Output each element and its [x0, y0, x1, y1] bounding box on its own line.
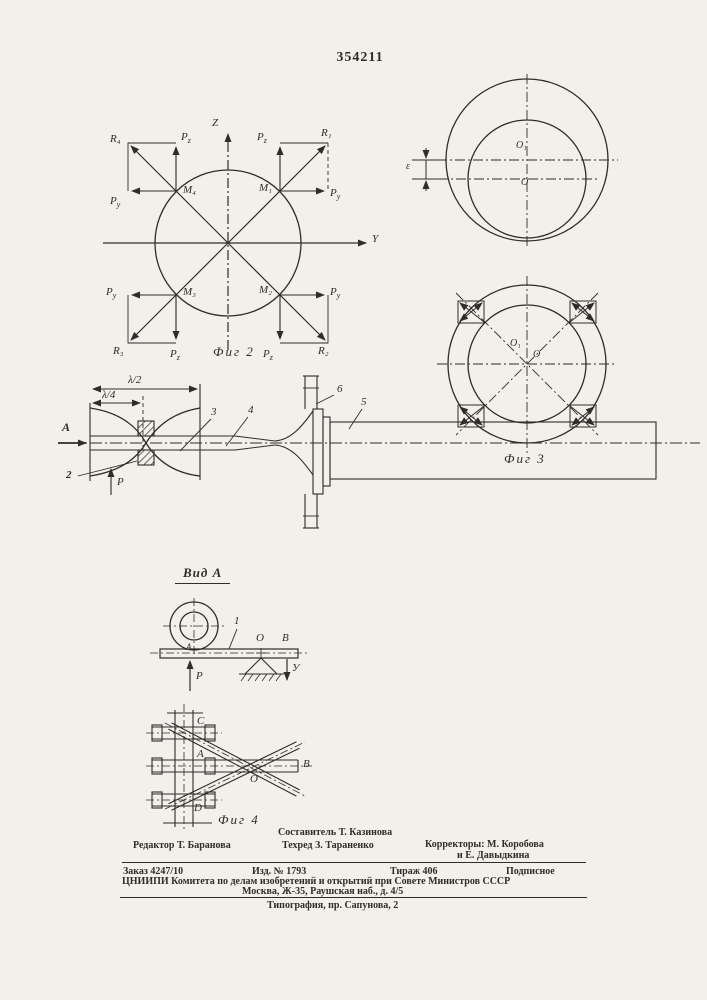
- footer-address: Москва, Ж-35, Раушская наб., д. 4/5: [242, 886, 404, 897]
- fig4-drawing: [140, 700, 440, 835]
- fig2-axis-y-label: Y: [372, 233, 379, 245]
- fig2-vector-pz-m1: $P_z$: [257, 131, 267, 146]
- ecc-center-o1: O₁: [516, 140, 527, 151]
- fig3-caption: Фиг 3: [504, 451, 546, 466]
- footer-tech-editor: Техред З. Тараненко: [282, 840, 374, 851]
- shaft-force-p-label: P: [117, 476, 124, 488]
- footer-order: Заказ 4247/10: [123, 866, 184, 877]
- fig4-point-o: O: [250, 773, 258, 785]
- shaft-part4-label: 4: [248, 404, 254, 416]
- footer-divider-top: [122, 862, 586, 863]
- footer-print-run: Тираж 406: [390, 866, 438, 877]
- fig2-point-m1: M₁: [259, 182, 272, 194]
- fig3-center-o: O: [533, 349, 541, 360]
- fig2-vector-py-m4: $P_y$: [110, 195, 121, 210]
- shaft-part3-label: 3: [211, 406, 217, 418]
- fig4-point-c: C: [197, 715, 205, 727]
- shaft-dim-half-wave: λ/2: [128, 374, 142, 386]
- footer-correctors-line2: и Е. Давыдкина: [457, 850, 530, 861]
- fig2-vector-py-m1: $P_y$: [330, 187, 341, 202]
- fig2-drawing: [100, 115, 400, 370]
- footer-printing-house: Типография, пр. Сапунова, 2: [267, 900, 399, 911]
- ecc-center-o: O: [521, 177, 529, 188]
- view-a-title: Вид А: [175, 565, 230, 584]
- view-a-point-b: B: [282, 632, 289, 644]
- fig2-point-m4: M₄: [183, 184, 196, 196]
- fig2-point-m3: M₃: [183, 286, 196, 298]
- patent-number: 354211: [336, 50, 384, 65]
- shaft-part6-label: 6: [337, 383, 343, 395]
- fig2-vector-py-m2: $P_y$: [330, 286, 341, 301]
- view-a-force-p-label: P: [196, 670, 203, 682]
- footer-organization: ЦНИИПИ Комитета по делам изобретений и открытий при Совете Министров СССР: [122, 876, 511, 887]
- fig2-vector-r1: R₁: [321, 127, 332, 139]
- footer-edition: Изд. № 1793: [252, 866, 307, 877]
- fig2-vector-py-m3: $P_y$: [106, 286, 117, 301]
- fig4-point-d: D: [194, 802, 202, 814]
- view-a-part1-label: 1: [234, 615, 240, 627]
- footer-correctors-line1: Корректоры: М. Коробова: [425, 839, 544, 850]
- shaft-part5-label: 5: [361, 396, 367, 408]
- eccentric-circles-drawing: [405, 70, 705, 260]
- fig4-point-a: A: [197, 748, 204, 760]
- view-a-axis-y-label: У: [292, 662, 300, 674]
- shaft-dim-quarter-wave: λ/4: [102, 389, 116, 401]
- footer-editor: Редактор Т. Баранова: [133, 840, 231, 851]
- fig2-axis-z-label: Z: [212, 117, 219, 129]
- view-a-drawing: [145, 590, 405, 700]
- footer-compiler: Составитель Т. Казинова: [278, 827, 393, 838]
- view-a-point-a: A: [186, 642, 192, 652]
- fig2-vector-r2: R₂: [318, 345, 329, 357]
- fig2-vector-pz-m2: $P_z$: [263, 348, 273, 363]
- footer-divider-bottom: [120, 897, 587, 898]
- fig2-vector-r3: R₃: [113, 345, 124, 357]
- fig4-point-b: B: [303, 758, 310, 770]
- shaft-drawing: [55, 370, 705, 535]
- view-a-point-o: O: [256, 632, 264, 644]
- fig3-center-o1: O₁: [510, 338, 521, 349]
- fig2-caption: Фиг 2: [213, 344, 255, 359]
- fig2-point-m2: M₂: [259, 284, 272, 296]
- fig2-vector-r4: R₄: [110, 133, 121, 145]
- shaft-view-arrow-label: A: [62, 420, 71, 434]
- fig2-vector-pz-m3: $P_z$: [170, 348, 180, 363]
- footer-subscription: Подписное: [506, 866, 555, 877]
- ecc-eccentricity-label: ε: [406, 161, 410, 172]
- fig4-caption: Фиг 4: [218, 812, 260, 827]
- fig2-vector-pz-m4: $P_z$: [181, 131, 191, 146]
- shaft-part2-label: 2: [66, 469, 72, 481]
